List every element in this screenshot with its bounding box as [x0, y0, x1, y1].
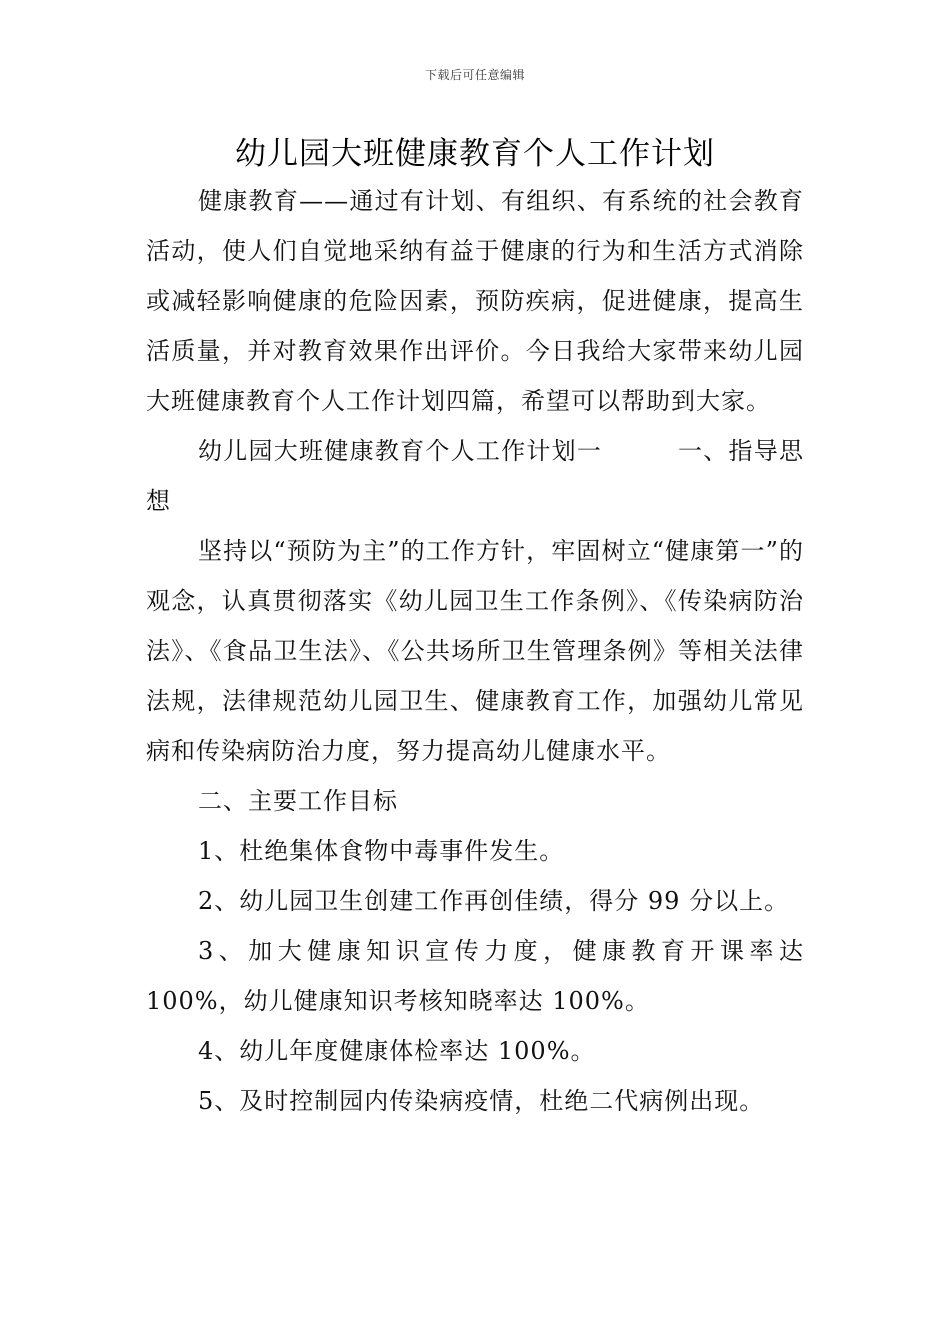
paragraph-goal-5: 5、及时控制园内传染病疫情，杜绝二代病例出现。 [198, 1087, 765, 1115]
paragraph-plan-one-heading: 幼儿园大班健康教育个人工作计划一 一、指导思想 [146, 437, 804, 515]
paragraph-intro: 健康教育——通过有计划、有组织、有系统的社会教育活动，使人们自觉地采纳有益于健康的行为和生活方式消除或减轻影响健康的危险因素，预防疾病，促进健康，提高生活质量，并对教育效果作出评价。今日我给大家带来幼儿园大班健康教育个人工作计划四篇，希望可以帮助到大家。 [146, 187, 804, 415]
paragraph-goal-4: 4、幼儿年度健康体检率达 100%。 [198, 1037, 596, 1065]
document-body [146, 176, 804, 1126]
paragraph-goal-2: 2、幼儿园卫生创建工作再创佳绩，得分 99 分以上。 [198, 887, 790, 915]
paragraph-guiding-thought: 坚持以“预防为主”的工作方针，牢固树立“健康第一”的观念，认真贯彻落实《幼儿园卫生工作条例》、《传染病防治法》、《食品卫生法》、《公共场所卫生管理条例》等相关法律法规，法律规范幼儿园卫生、健康教育工作，加强幼儿常见病和传染病防治力度，努力提高幼儿健康水平。 [146, 537, 804, 765]
paragraph-goals-heading: 二、主要工作目标 [198, 787, 398, 815]
document-title: 幼儿园大班健康教育个人工作计划 [235, 136, 715, 172]
paragraph-goal-1: 1、杜绝集体食物中毒事件发生。 [198, 837, 565, 865]
paragraph-goal-3: 3、加大健康知识宣传力度，健康教育开课率达 100%，幼儿健康知识考核知晓率达 100%。 [146, 937, 804, 1015]
header-note: 下载后可任意编辑 [424, 68, 525, 82]
